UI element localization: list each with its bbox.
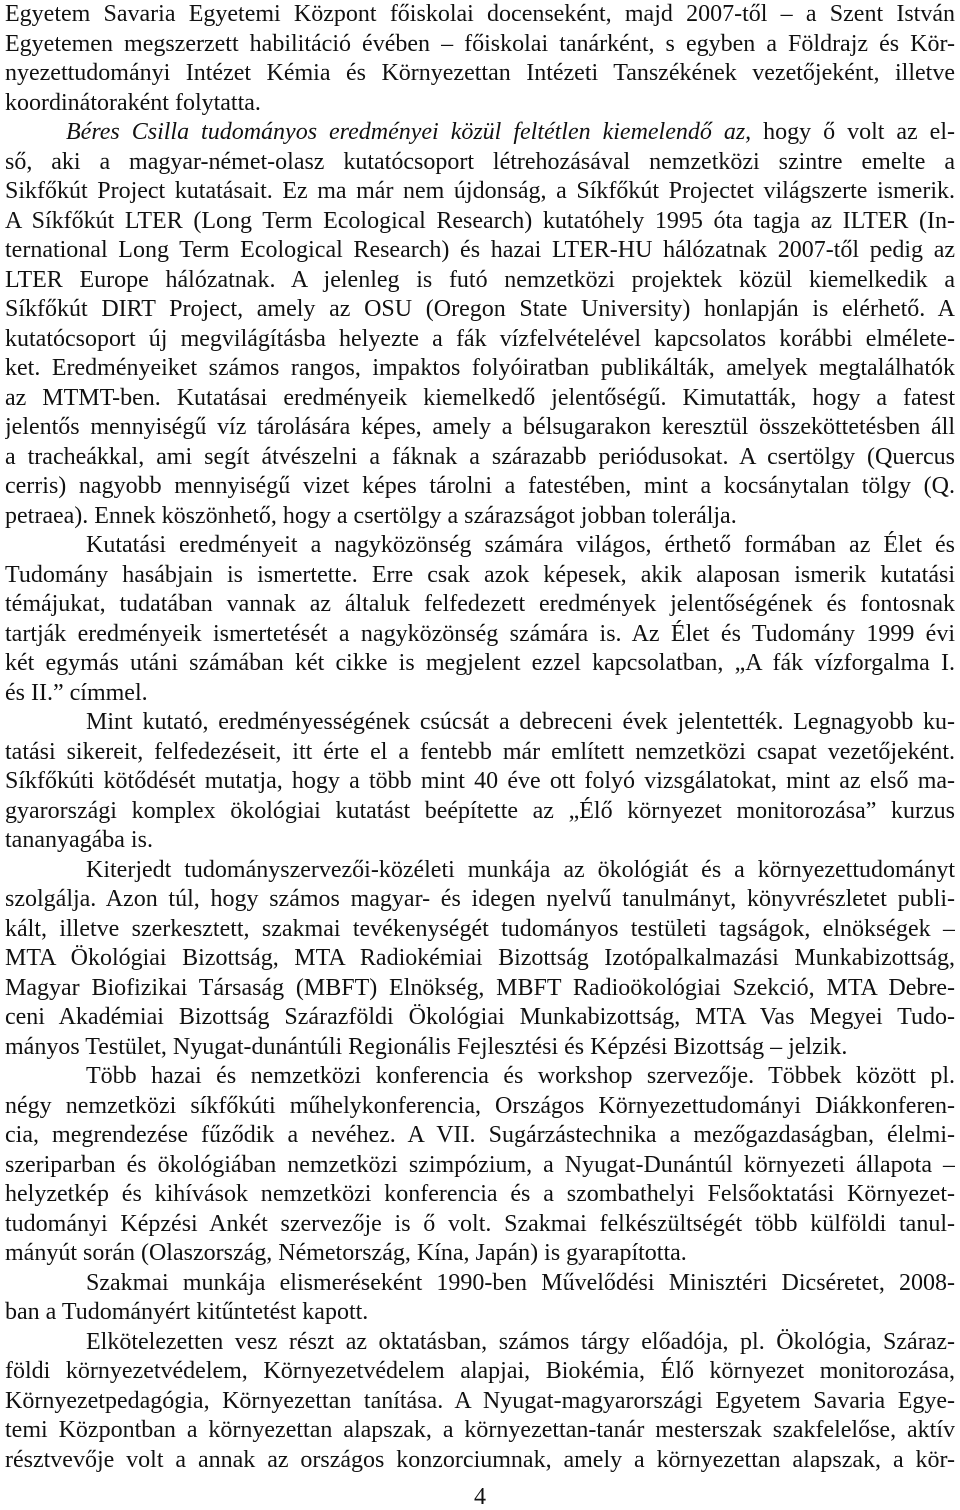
text-line: ceni Akadémiai Bizottság Szárazföldi Ökológiai Munkabizottság, MTA Vas Megyei Tudo-: [5, 1004, 955, 1030]
text-line: Környezetpedagógia, Környezettan tanítása. A Nyugat-magyarországi Egyetem Savaria Egye-: [5, 1387, 955, 1414]
text-line: tananyagába is.: [5, 827, 153, 853]
text-line: négy nemzetközi síkfőkúti műhelykonferencia, Országos Környezettudományi Diákkonferen-: [5, 1092, 955, 1119]
text-line: témájukat, tudatában vannak az általuk felfedezett eredmények jelentőségének és fontosnak: [5, 591, 955, 617]
text-line: az MTMT-ben. Kutatásai eredményeik kiemelkedő jelentőségű. Kimutatták, hogy a fatest: [5, 384, 955, 411]
paragraph: [5, 856, 955, 1063]
paragraph: [5, 0, 955, 118]
text-line: szolgálja. Azon túl, hogy számos magyar- és idegen nyelvű tanulmányt, könyvrészletet publi-: [5, 886, 955, 912]
text-line: résztvevője volt a annak az országos konzorciumnak, amely a környezettan alapszak, a kör-: [5, 1446, 955, 1473]
document-page: [5, 0, 955, 1475]
text-line: kált, illetve szerkesztett, szakmai tevékenységét tudományos testületi tagságok, elnökségek –: [5, 915, 955, 942]
paragraph: [5, 1269, 955, 1328]
text-line: Síkfőkúti kötődését mutatja, hogy a több mint 40 éve ott folyó vizsgálatokat, mint az első ma-: [5, 768, 955, 794]
paragraph: [5, 531, 955, 708]
text-line: Egyetem Savaria Egyetemi Központ főiskolai docenseként, majd 2007-től – a Szent István: [5, 1, 955, 27]
paragraph: [5, 1328, 955, 1476]
text-line: Sikfőkút Project kutatásait. Ez ma már nem újdonság, a Síkfőkút Projectet világszerte ismerik.: [5, 178, 955, 204]
text-line: Síkfőkút DIRT Project, amely az OSU (Oregon State University) honlapján is elérhető. A: [5, 296, 955, 322]
text-line: Szakmai munkája elismeréseként 1990-ben Művelődési Minisztéri Dicséretet, 2008-: [86, 1269, 955, 1296]
text-line: tudományi Képzési Ankét szervezője is ő volt. Szakmai felkészültségét több külföldi tanul-: [5, 1210, 955, 1237]
paragraph: [5, 708, 955, 856]
text-line: petraea). Ennek köszönhető, hogy a csertölgy a szárazságot jobban tolerálja.: [5, 502, 737, 529]
text-line: MTA Ökológiai Bizottság, MTA Radiokémiai Bizottság Izotópalkalmazási Munkabizottság,: [5, 945, 955, 971]
text-line: nyezettudományi Intézet Kémia és Környezettan Intézeti Tanszékének vezetőjeként, illetve: [5, 60, 955, 86]
text-line: Mint kutató, eredményességének csúcsát a debreceni évek jelentették. Legnagyobb ku-: [86, 709, 955, 735]
text-line: ket. Eredményeiket számos rangos, impaktos folyóiratban publikálták, amelyek megtalálhatók: [5, 355, 955, 381]
text-line: mányos Testület, Nyugat-dunántúli Regionális Fejlesztési és Képzési Bizottság – jelzik.: [5, 1033, 848, 1060]
text-line: szeriparban és ökológiában nemzetközi szimpózium, a Nyugat-Dunántúl környezeti állapota –: [5, 1151, 955, 1178]
text-line: Egyetemen megszerzett habilitáció évében – főiskolai tanárként, s egyben a Földrajz és Kör-: [5, 30, 955, 57]
text-line: gyarországi komplex ökológiai kutatást beépítette az „Élő környezet monitorozása” kurzus: [5, 797, 955, 824]
text-line: cerris) nagyobb mennyiségű vizet képes tárolni a fatestében, mint a kocsánytalan tölgy (Q.: [5, 473, 955, 499]
text-line: [5, 118, 955, 148]
text-line: Kiterjedt tudományszervezői-közéleti munkája az ökológiát és a környezettudományt: [86, 856, 955, 883]
text-line: két egymás utáni számában két cikke is megjelent ezzel kapcsolatban, „A fák vízforgalma I.: [5, 650, 955, 676]
text-line: tatási sikereit, felfedezéseit, itt érte el a fentebb már említett nemzetközi csapat vezetőjeként.: [5, 738, 955, 765]
text-line: A Síkfőkút LTER (Long Term Ecological Research) kutatóhely 1995 óta tagja az ILTER (In-: [5, 207, 955, 234]
text-line: ternational Long Term Ecological Research) és hazai LTER-HU hálózatnak 2007-től pedig az: [5, 237, 955, 263]
text-line: jelentős mennyiségű víz tárolására képes, amely a bélsugarakon keresztül összeköttetésben áll: [5, 414, 955, 440]
text-line: a tracheákkal, ami segít átvészelni a fáknak a szárazabb periódusokat. A csertölgy (Quercus: [5, 443, 955, 470]
text-line: földi környezetvédelem, Környezetvédelem alapjai, Biokémia, Élő környezet monitorozása,: [5, 1358, 955, 1384]
text-line: koordinátoraként folytatta.: [5, 89, 261, 116]
text-line: temi Központban a környezettan alapszak, a környezettan-tanár mesterszak szakfelelőse, aktív: [5, 1417, 955, 1443]
text-line: Tudomány hasábjain is ismertette. Erre csak azok képesek, akik alaposan ismerik kutatási: [5, 561, 955, 588]
text-line: cia, megrendezése fűződik a nevéhez. A VII. Sugárzástechnika a mezőgazdaságban, élelmi-: [5, 1122, 955, 1148]
text-line: Elkötelezetten vesz részt az oktatásban, számos tárgy előadója, pl. Ökológia, Száraz-: [86, 1328, 955, 1355]
italic-text: Béres Csilla tudományos eredményei közül feltétlen kiemelendő az,: [66, 119, 752, 145]
text-line: Magyar Biofizikai Társaság (MBFT) Elnökség, MBFT Radioökológiai Szekció, MTA Debre-: [5, 974, 955, 1001]
text-line: Kutatási eredményeit a nagyközönség számára világos, érthető formában az Élet és: [86, 532, 955, 558]
paragraph: [5, 118, 955, 531]
text-line: ső, aki a magyar-német-olasz kutatócsoport létrehozásával nemzetközi szintre emelte a: [5, 148, 955, 175]
text-line: Több hazai és nemzetközi konferencia és workshop szervezője. Többek között pl.: [86, 1063, 955, 1089]
text-line: ban a Tudományért kitűntetést kapott.: [5, 1299, 369, 1325]
paragraph: [5, 1062, 955, 1269]
text-run: hogy ő volt az el-: [751, 119, 955, 145]
text-line: LTER Europe hálózatnak. A jelenleg is futó nemzetközi projektek közül kiemelkedik a: [5, 266, 955, 293]
text-line: kutatócsoport új megvilágításba helyezte a fák vízfelvételével kapcsolatos korábbi elmélete-: [5, 325, 955, 352]
text-line: és II.” címmel.: [5, 679, 148, 706]
text-line: mányút során (Olaszország, Németország, Kína, Japán) is gyarapította.: [5, 1240, 687, 1266]
text-line: tartják eredményeik ismertetését a nagyközönség számára is. Az Élet és Tudomány 1999 évi: [5, 620, 955, 647]
text-line: helyzetkép és kihívások nemzetközi konferencia és a szombathelyi Felsőoktatási Környezet-: [5, 1181, 955, 1207]
page-number: 4: [474, 1484, 486, 1510]
